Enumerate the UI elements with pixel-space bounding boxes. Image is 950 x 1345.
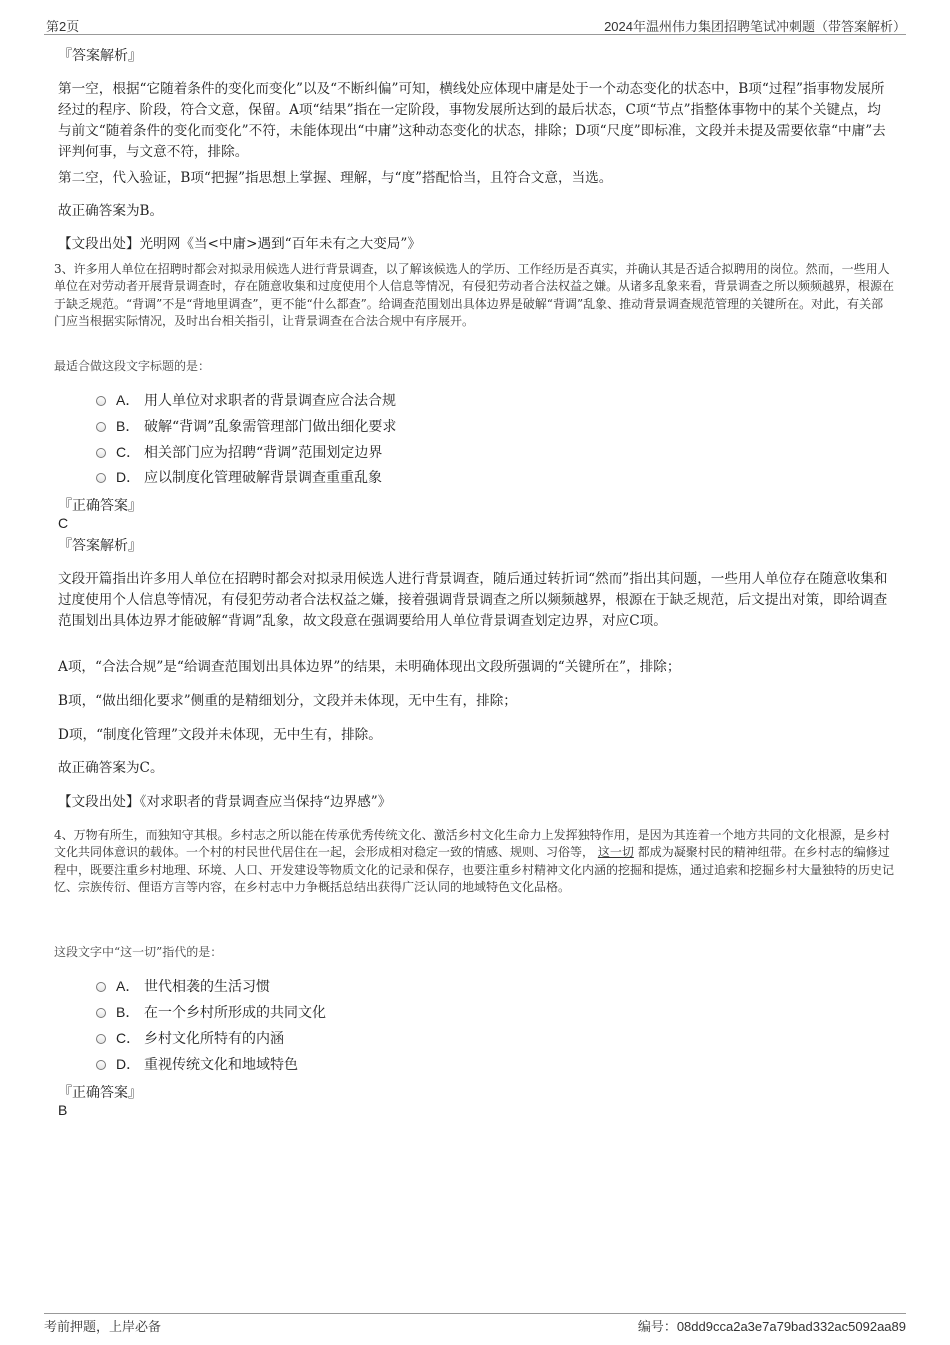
correct-answer: C [58,515,69,531]
radio-icon[interactable] [96,396,106,406]
option-text: 用人单位对求职者的背景调查应合法合规 [144,393,396,409]
page-header [44,14,906,35]
radio-icon[interactable] [96,448,106,458]
option-text: 乡村文化所特有的内涵 [144,1031,284,1047]
page-footer [44,1313,906,1334]
option-d[interactable]: D． 应以制度化管理破解背景调查重重乱象 [96,466,382,488]
analysis-paragraph: 文段开篇指出许多用人单位在招聘时都会对拟录用候选人进行背景调查，随后通过转折词“然而”指出其问题，一些用人单位存在随意收集和过度使用个人信息等情况，有侵犯劳动者合法权益之嫌，接着强调背景调查之所以频频越界，根源在于缺乏规范，后文提出对策，即给调查范围划出具体边界才能破解“背调”乱象，故文段意在强调要给用人单位背景调查划定边界，对应C项。 [58,571,888,629]
option-text: 应以制度化管理破解背景调查重重乱象 [144,470,382,486]
option-c[interactable]: C． 相关部门应为招聘“背调”范围划定边界 [96,441,382,463]
page-number: 第2页 [46,19,80,34]
option-b[interactable]: B． 破解“背调”乱象需管理部门做出细化要求 [96,415,396,437]
option-b[interactable]: B． 在一个乡村所形成的共同文化 [96,1001,326,1023]
analysis-paragraph: B项，“做出细化要求”侧重的是精细划分，文段并未体现，无中生有，排除； [58,693,517,709]
analysis-paragraph: 第二空，代入验证，B项“把握”指思想上掌握、理解，与“度”搭配恰当，且符合文意，当选。 [58,170,613,186]
option-a[interactable]: A． 用人单位对求职者的背景调查应合法合规 [96,389,396,411]
option-text: 重视传统文化和地域特色 [144,1057,298,1073]
radio-icon[interactable] [96,1008,106,1018]
analysis-paragraph: A项，“合法合规”是“给调查范围划出具体边界”的结果，未明确体现出文段所强调的“关键所在”，排除； [58,659,681,675]
radio-icon[interactable] [96,473,106,483]
option-text: 在一个乡村所形成的共同文化 [144,1005,326,1021]
analysis-paragraph: D项，“制度化管理”文段并未体现，无中生有，排除。 [58,727,382,743]
question-prompt: 这段文字中“这一切”指代的是： [54,945,223,959]
question-stem: 4、万物有所生，而独知守其根。乡村志之所以能在传承优秀传统文化、激活乡村文化生命力上发挥独特作用，是因为其连着一个地方共同的文化根源，是乡村文化共同体意识的载体。一个村的村民世代居住在一起，会形成相对稳定一致的情感、规则、习俗等， 这一切 都成为凝聚村民的精神纽带。在乡村志的编修过程中，既要注重乡村地理、环境、人口、开发建设等物质文化的记录和保存，也要注重乡村精神文化内涵的挖掘和提炼，通过追索和挖掘乡村大量独特的历史记忆、宗族传衍、俚语方言等内容，在乡村志中力争概括总结出获得广泛认同的地域特色文化品格。 [54,828,895,894]
analysis-label: 『答案解析』 [58,48,142,64]
option-c[interactable]: C． 乡村文化所特有的内涵 [96,1027,284,1049]
analysis-conclusion: 故正确答案为C。 [58,760,164,776]
correct-answer-label: 『正确答案』 [58,498,142,514]
radio-icon[interactable] [96,982,106,992]
option-d[interactable]: D． 重视传统文化和地域特色 [96,1053,298,1075]
option-text: 破解“背调”乱象需管理部门做出细化要求 [144,419,397,435]
radio-icon[interactable] [96,1034,106,1044]
footer-slogan: 考前押题，上岸必备 [44,1319,162,1334]
option-text: 世代相袭的生活习惯 [144,979,270,995]
question-prompt: 最适合做这段文字标题的是： [54,359,211,373]
document-title: 2024年温州伟力集团招聘笔试冲刺题（带答案解析） [604,19,906,34]
correct-answer: B [58,1102,68,1118]
option-a[interactable]: A． 世代相袭的生活习惯 [96,975,270,997]
analysis-paragraph: 第一空，根据“它随着条件的变化而变化”以及“不断纠偏”可知，横线处应体现中庸是处于一个动态变化的状态中，B项“过程”指事物发展所经过的程序、阶段，符合文意，保留。A项“结果”指在一定阶段，事物发展所达到的最后状态，C项“节点”指整体事物中的某个关键点，均与前文“随着条件的变化而变化”不符，未能体现出“中庸”这种动态变化的状态，排除；D项“尺度”即标准，文段并未提及需要依靠“中庸”去评判何事，与文意不符，排除。 [58,81,886,160]
question-stem: 3、许多用人单位在招聘时都会对拟录用候选人进行背景调查，以了解该候选人的学历、工作经历是否真实，并确认其是否适合拟聘用的岗位。然而，一些用人单位在对劳动者开展背景调查时，存在随意收集和过度使用个人信息等情况，有侵犯劳动者合法权益之嫌。从诸多乱象来看，背景调查之所以频频越界，根源在于缺乏规范。“背调”不是“背地里调查”，更不能“什么都查”。给调查范围划出具体边界是破解“背调”乱象、推动背景调查规范管理的关键所在。对此，有关部门应当根据实际情况，及时出台相关指引，让背景调查在合法合规中有序展开。 [54,262,895,328]
source-citation: 【文段出处】光明网《当<中庸>遇到“百年未有之大变局”》 [58,236,421,252]
source-citation: 【文段出处】《对求职者的背景调查应当保持“边界感”》 [58,794,392,810]
correct-answer-label: 『正确答案』 [58,1085,142,1101]
document-serial: 编号：08dd9cca2a3e7a79bad332ac5092aa89 [637,1319,906,1334]
option-text: 相关部门应为招聘“背调”范围划定边界 [144,445,383,461]
radio-icon[interactable] [96,422,106,432]
analysis-conclusion: 故正确答案为B。 [58,203,164,219]
analysis-label: 『答案解析』 [58,538,142,554]
underlined-phrase: 这一切 [597,845,634,860]
radio-icon[interactable] [96,1060,106,1070]
